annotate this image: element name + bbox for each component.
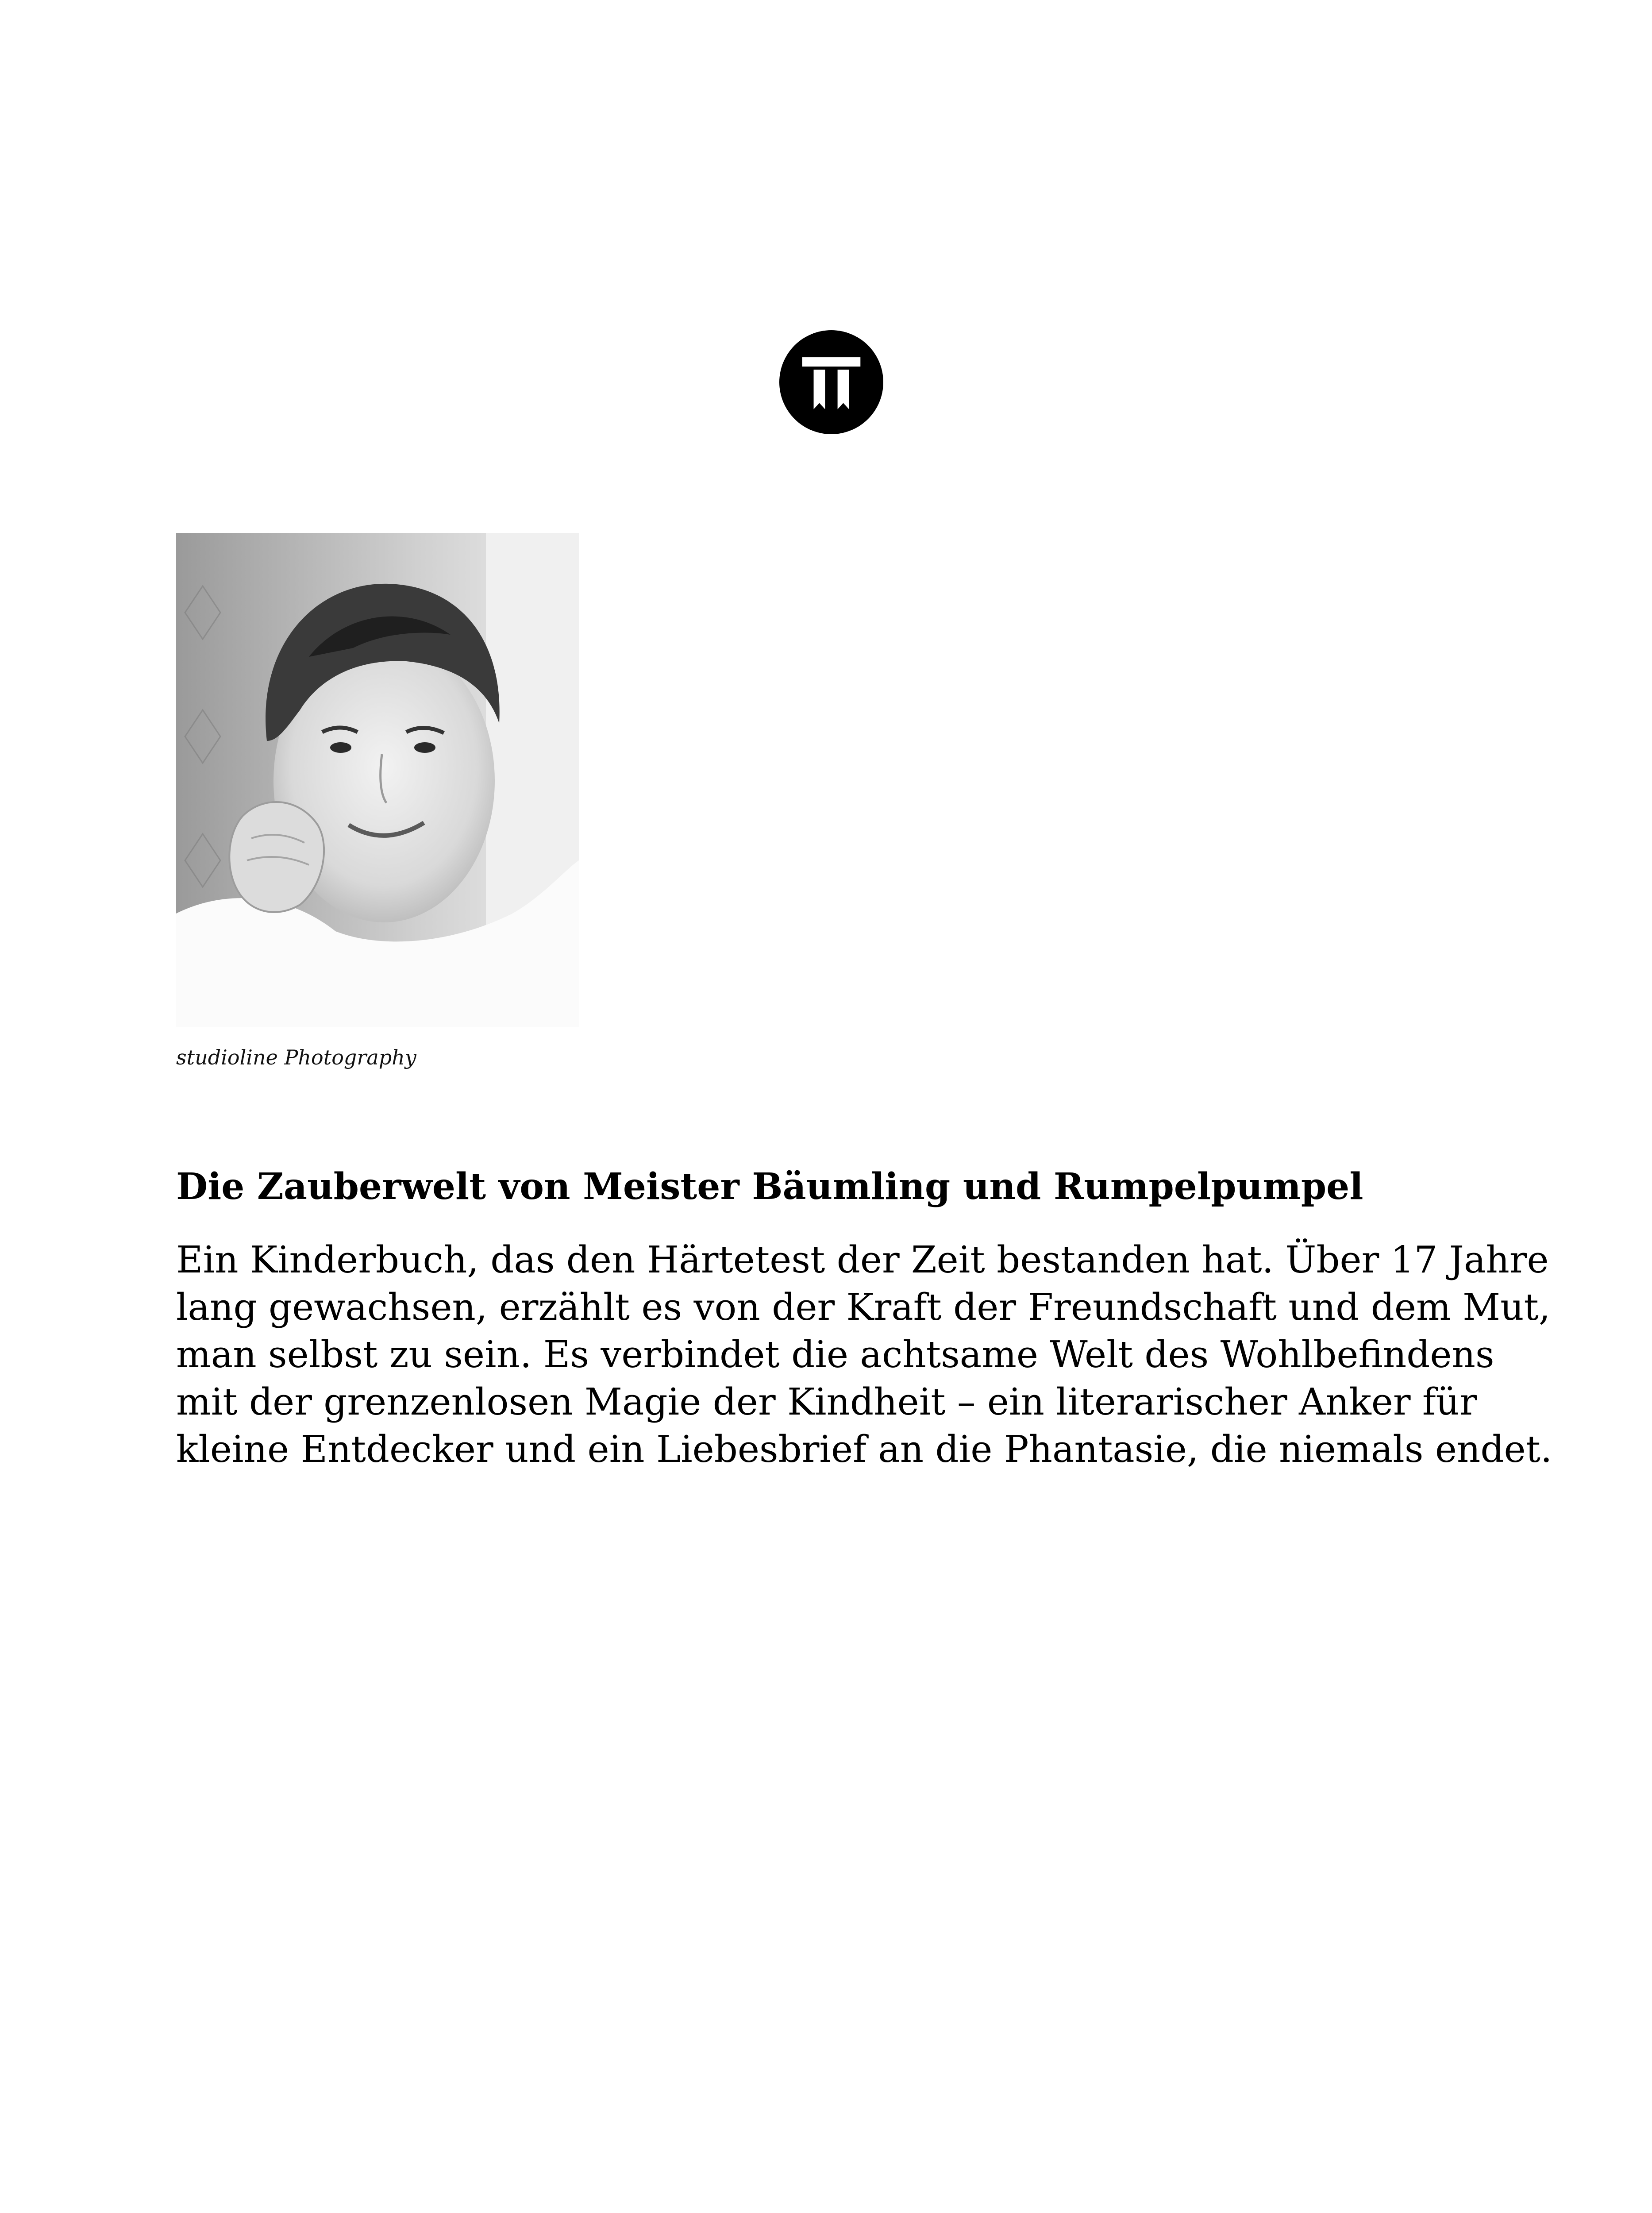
book-description (176, 1236, 1552, 1473)
description-line: man selbst zu sein. Es verbindet die achtsame Welt des Wohlbefindens (176, 1333, 1494, 1376)
description-line: kleine Entdecker und ein Liebesbrief an die Phantasie, die niemals endet. (176, 1428, 1552, 1471)
book-title: Die Zauberwelt von Meister Bäumling und Rumpelpumpel (176, 1165, 1363, 1208)
publisher-logo-icon (779, 330, 883, 434)
description-line: Ein Kinderbuch, das den Härtetest der Zeit bestanden hat. Über 17 Jahre (176, 1238, 1549, 1281)
photo-credit-caption: studioline Photography (176, 1045, 416, 1069)
description-line: lang gewachsen, erzählt es von der Kraft der Freundschaft und dem Mut, (176, 1286, 1551, 1329)
description-line: mit der grenzenlosen Magie der Kindheit – ein literarischer Anker für (176, 1380, 1477, 1423)
author-portrait-photo (176, 533, 579, 1027)
